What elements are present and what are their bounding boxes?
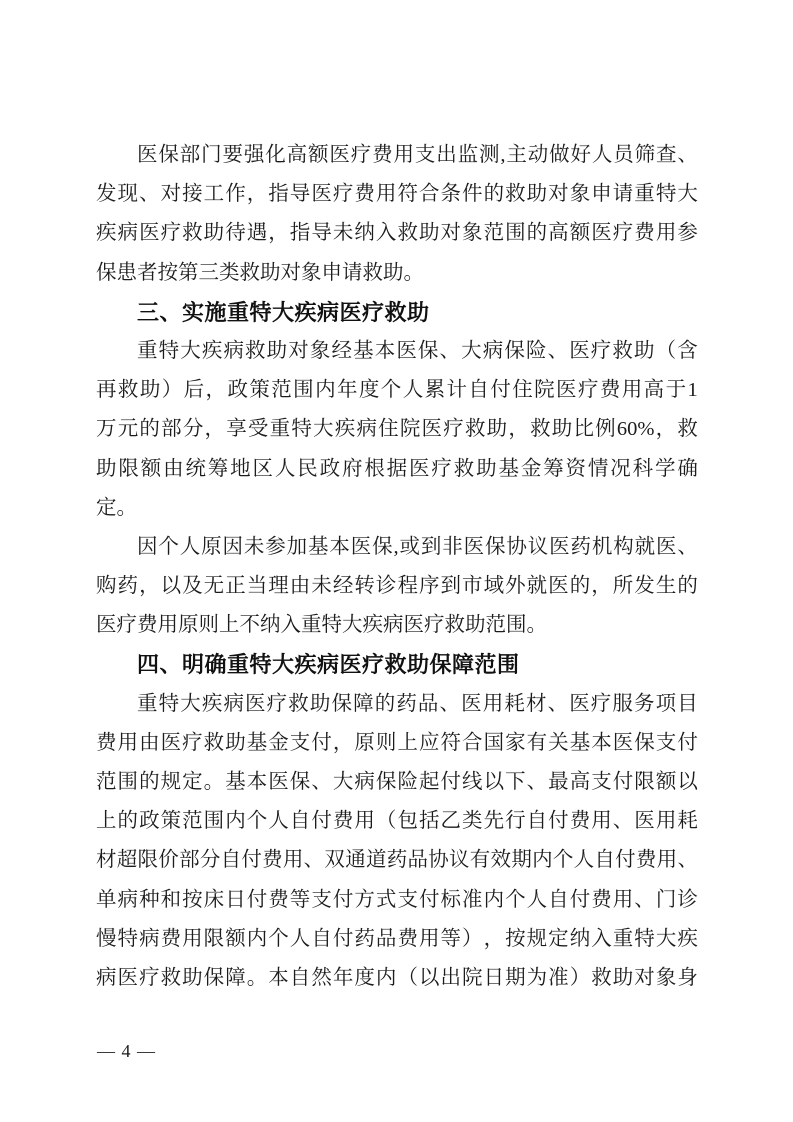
text-line: 助 限 额 由 统 筹 地 区 人 民 政 府 根 据 医 疗 救 助 基 金 筹 资 情 况 科 学 确 <box>96 457 698 480</box>
page-footer <box>97 1040 156 1062</box>
text-line: 因 个 人 原 因 未 参 加 基 本 医 保 , 或 到 非 医 保 协 议 医 药 机 构 就 医 、 <box>137 535 698 558</box>
section-heading: 四、明确重特大疾病医疗救助保障范围 <box>137 652 520 678</box>
text-line: 医疗费用原则上不纳入重特大疾病医疗救助范围。 <box>96 614 547 637</box>
text-line: 定。 <box>96 496 137 519</box>
text-line: 上 的 政 策 范 围 内 个 人 自 付 费 用 （ 包 括 乙 类 先 行 自 付 费 用 、 医 用 耗 <box>96 810 698 833</box>
text-line: 范 围 的 规 定 。 基 本 医 保 、 大 病 保 险 起 付 线 以 下 、 最 高 支 付 限 额 以 <box>96 771 698 793</box>
text-line: 再 救 助 ） 后 ， 政 策 范 围 内 年 度 个 人 累 计 自 付 住 院 医 疗 费 用 高 于 1 <box>96 379 698 402</box>
text-line: 发 现 、 对 接 工 作 ， 指 导 医 疗 费 用 符 合 条 件 的 救 助 对 象 申 请 重 特 大 <box>96 183 698 206</box>
text-line: 费 用 由 医 疗 救 助 基 金 支 付 ， 原 则 上 应 符 合 国 家 有 关 基 本 医 保 支 付 <box>96 731 698 754</box>
document-body <box>96 136 698 998</box>
page-number: — 4 — <box>97 1041 156 1061</box>
text-line: 病 医 疗 救 助 保 障 。 本 自 然 年 度 内 （ 以 出 院 日 期 为 准 ） 救 助 对 象 身 <box>96 966 698 989</box>
text-line: 重 特 大 疾 病 救 助 对 象 经 基 本 医 保 、 大 病 保 险 、 医 疗 救 助 （ 含 <box>137 339 698 362</box>
text-line: 材 超 限 价 部 分 自 付 费 用 、 双 通 道 药 品 协 议 有 效 期 内 个 人 自 付 费 用 、 <box>96 849 698 872</box>
text-line: 慢 特 病 费 用 限 额 内 个 人 自 付 药 品 费 用 等 ） ， 按 规 定 纳 入 重 特 大 疾 <box>96 927 698 950</box>
text-line: 医 保 部 门 要 强 化 高 额 医 疗 费 用 支 出 监 测 , 主 动 做 好 人 员 筛 查 、 <box>137 144 698 166</box>
text-line: 疾 病 医 疗 救 助 待 遇 ， 指 导 未 纳 入 救 助 对 象 范 围 的 高 额 医 疗 费 用 参 <box>96 222 698 245</box>
text-line: 保患者按第三类救助对象申请救助。 <box>96 261 424 284</box>
text-line: 万 元 的 部 分 ， 享 受 重 特 大 疾 病 住 院 医 疗 救 助 ， 救 助 比 例 60% ， 救 <box>96 418 698 441</box>
section-heading: 三、实施重特大疾病医疗救助 <box>137 299 430 325</box>
text-line: 单 病 种 和 按 床 日 付 费 等 支 付 方 式 支 付 标 准 内 个 人 自 付 费 用 、 门 诊 <box>96 888 698 911</box>
text-line: 重 特 大 疾 病 医 疗 救 助 保 障 的 药 品 、 医 用 耗 材 、 医 疗 服 务 项 目 <box>137 692 698 715</box>
text-line: 购 药 ， 以 及 无 正 当 理 由 未 经 转 诊 程 序 到 市 域 外 就 医 的 ， 所 发 生 的 <box>96 575 698 598</box>
